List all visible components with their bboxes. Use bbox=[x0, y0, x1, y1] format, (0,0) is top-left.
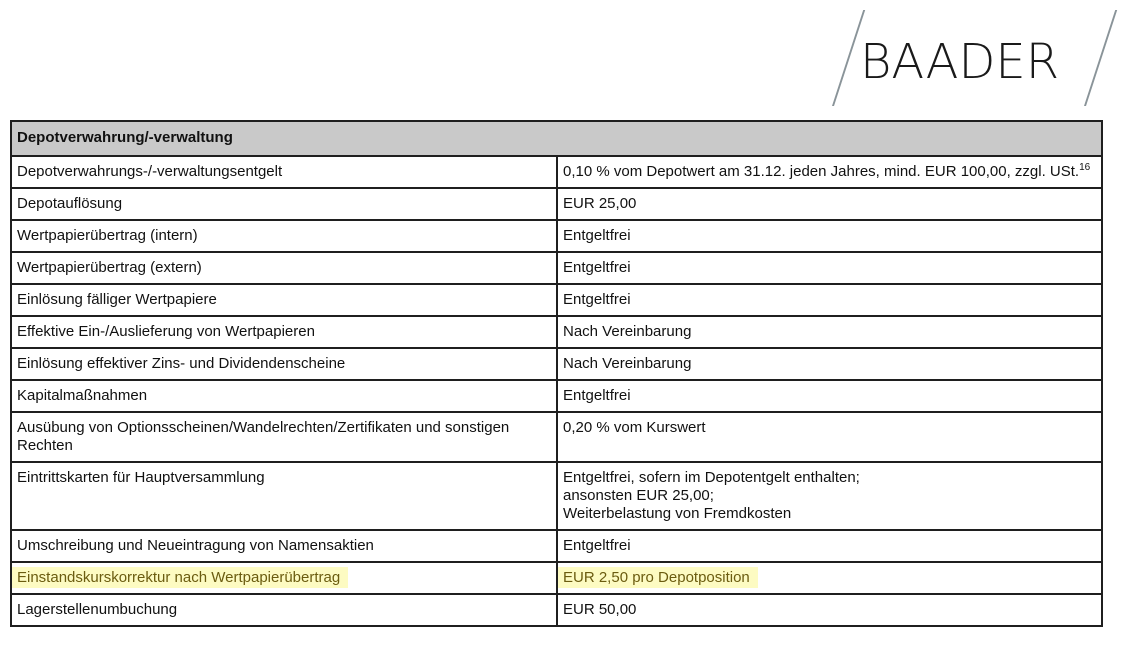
table-row bbox=[11, 348, 1102, 380]
row-value: EUR 25,00 bbox=[557, 188, 1102, 220]
row-value-line: ansonsten EUR 25,00; bbox=[563, 487, 714, 504]
table-header: Depotverwahrung/-verwaltung bbox=[11, 121, 1102, 156]
highlighted-label: Einstandskurskorrektur nach Wertpapierübertrag bbox=[12, 567, 348, 588]
highlighted-value: EUR 2,50 pro Depotposition bbox=[558, 567, 758, 588]
footnote-marker: 16 bbox=[1079, 162, 1091, 173]
row-value: Entgeltfrei bbox=[557, 284, 1102, 316]
row-label: Ausübung von Optionsscheinen/Wandelrechten/Zertifikaten und sonstigen Rechten bbox=[11, 412, 557, 462]
row-label: Depotauflösung bbox=[11, 188, 557, 220]
table-row bbox=[11, 156, 1102, 188]
row-value: EUR 50,00 bbox=[557, 594, 1102, 626]
table-row bbox=[11, 188, 1102, 220]
row-label bbox=[11, 562, 557, 594]
table-row bbox=[11, 462, 1102, 530]
table-row bbox=[11, 220, 1102, 252]
row-label: Depotverwahrungs-/-verwaltungsentgelt bbox=[11, 156, 557, 188]
table-row bbox=[11, 252, 1102, 284]
row-value: Entgeltfrei bbox=[557, 252, 1102, 284]
table-row bbox=[11, 530, 1102, 562]
row-value bbox=[557, 156, 1102, 188]
row-label: Wertpapierübertrag (intern) bbox=[11, 220, 557, 252]
row-value bbox=[557, 562, 1102, 594]
table-header-row bbox=[11, 121, 1102, 156]
row-label: Wertpapierübertrag (extern) bbox=[11, 252, 557, 284]
table-row bbox=[11, 594, 1102, 626]
row-label: Lagerstellenumbuchung bbox=[11, 594, 557, 626]
row-label: Einlösung fälliger Wertpapiere bbox=[11, 284, 557, 316]
row-value: Entgeltfrei bbox=[557, 220, 1102, 252]
row-label: Einlösung effektiver Zins- und Dividendenscheine bbox=[11, 348, 557, 380]
row-value: Nach Vereinbarung bbox=[557, 348, 1102, 380]
row-label: Effektive Ein-/Auslieferung von Wertpapieren bbox=[11, 316, 557, 348]
row-value-line: Entgeltfrei, sofern im Depotentgelt enthalten; bbox=[563, 469, 860, 486]
row-value: Nach Vereinbarung bbox=[557, 316, 1102, 348]
table-row-highlighted bbox=[11, 562, 1102, 594]
row-value: Entgeltfrei bbox=[557, 530, 1102, 562]
table-row bbox=[11, 412, 1102, 462]
row-value bbox=[557, 462, 1102, 530]
logo-slash-right bbox=[1084, 10, 1117, 106]
row-label: Eintrittskarten für Hauptversammlung bbox=[11, 462, 557, 530]
row-label: Umschreibung und Neueintragung von Namensaktien bbox=[11, 530, 557, 562]
table-row bbox=[11, 316, 1102, 348]
row-value-line: Weiterbelastung von Fremdkosten bbox=[563, 505, 792, 522]
row-value-text: 0,10 % vom Depotwert am 31.12. jeden Jahres, mind. EUR 100,00, zzgl. USt. bbox=[563, 163, 1080, 180]
table-row bbox=[11, 380, 1102, 412]
row-value: 0,20 % vom Kurswert bbox=[557, 412, 1102, 462]
logo-wordmark: BAADER bbox=[860, 34, 1060, 90]
table-row bbox=[11, 284, 1102, 316]
fee-table bbox=[10, 120, 1103, 627]
row-label: Kapitalmaßnahmen bbox=[11, 380, 557, 412]
row-value: Entgeltfrei bbox=[557, 380, 1102, 412]
baader-logo bbox=[812, 6, 1112, 106]
